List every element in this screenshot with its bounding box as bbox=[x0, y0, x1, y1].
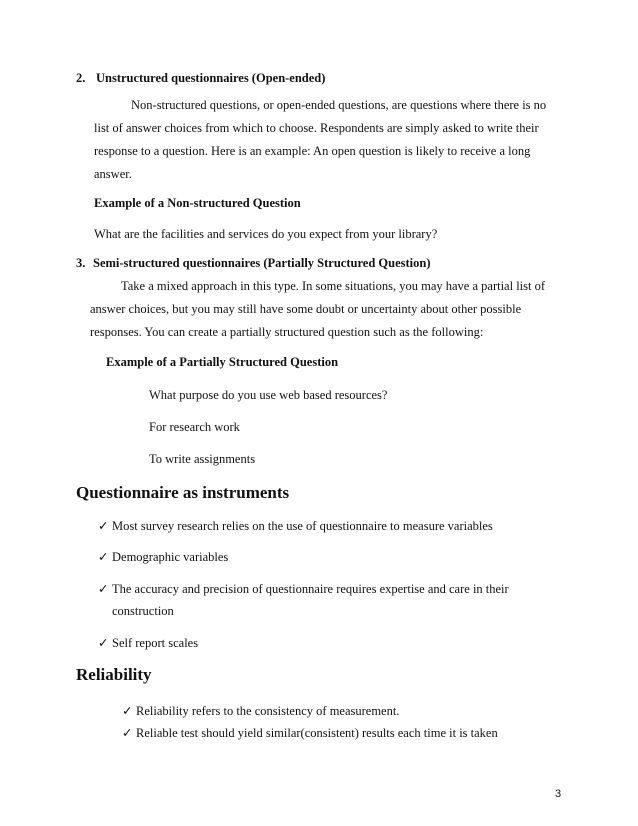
section-2-para-line-1: Non-structured questions, or open-ended questions, are questions where there is no bbox=[131, 98, 547, 112]
checkmark-icon: ✓ bbox=[122, 704, 133, 718]
questionnaire-bullet-3-continuation: construction bbox=[112, 604, 174, 618]
bullet-text: Demographic variables bbox=[112, 550, 229, 564]
section-3-heading: Semi-structured questionnaires (Partially Structured Question) bbox=[93, 256, 431, 270]
checkmark-icon: ✓ bbox=[98, 519, 109, 533]
section-3-para-line-1: Take a mixed approach in this type. In some situations, you may have a partial list of bbox=[121, 279, 546, 293]
checkmark-icon: ✓ bbox=[122, 726, 133, 740]
bullet-text: Reliability refers to the consistency of measurement. bbox=[136, 704, 400, 718]
section-3-example-question: What purpose do you use web based resources? bbox=[149, 388, 388, 402]
bullet-text: Reliable test should yield similar(consistent) results each time it is taken bbox=[136, 726, 498, 740]
questionnaire-bullet-1 bbox=[98, 520, 493, 533]
section-2-heading: Unstructured questionnaires (Open-ended) bbox=[96, 71, 326, 85]
section-3-example-heading: Example of a Partially Structured Question bbox=[106, 355, 339, 369]
section-2-para-line-2: list of answer choices from which to choose. Respondents are simply asked to write their bbox=[94, 121, 539, 135]
checkmark-icon: ✓ bbox=[98, 582, 109, 596]
section-2-para-line-3: response to a question. Here is an example: An open question is likely to receive a long bbox=[94, 144, 531, 158]
section-3-para-line-3: responses. You can create a partially structured question such as the following: bbox=[90, 325, 484, 339]
section-2-number: 2. bbox=[76, 71, 86, 85]
reliability-bullet-2 bbox=[122, 727, 498, 740]
bullet-text: The accuracy and precision of questionnaire requires expertise and care in their bbox=[112, 582, 509, 596]
questionnaire-bullet-2 bbox=[98, 551, 228, 564]
section-2-example-question: What are the facilities and services do you expect from your library? bbox=[94, 227, 438, 241]
page-number: 3 bbox=[555, 788, 562, 800]
checkmark-icon: ✓ bbox=[98, 636, 109, 650]
section-3-example-option-1: For research work bbox=[149, 420, 240, 434]
section-3-number: 3. bbox=[76, 256, 86, 270]
section-2-para-line-4: answer. bbox=[94, 167, 132, 181]
section-3-para-line-2: answer choices, but you may still have some doubt or uncertainty about other possible bbox=[90, 302, 522, 316]
questionnaire-bullet-3 bbox=[98, 583, 509, 596]
checkmark-icon: ✓ bbox=[98, 550, 109, 564]
bullet-text: Most survey research relies on the use of questionnaire to measure variables bbox=[112, 519, 493, 533]
reliability-heading: Reliability bbox=[76, 665, 152, 684]
questionnaire-heading: Questionnaire as instruments bbox=[76, 483, 290, 502]
section-2-example-heading: Example of a Non-structured Question bbox=[94, 196, 301, 210]
section-3-example-option-2: To write assignments bbox=[149, 452, 256, 466]
bullet-text: Self report scales bbox=[112, 636, 199, 650]
questionnaire-bullet-4 bbox=[98, 637, 198, 650]
reliability-bullet-1 bbox=[122, 705, 399, 718]
